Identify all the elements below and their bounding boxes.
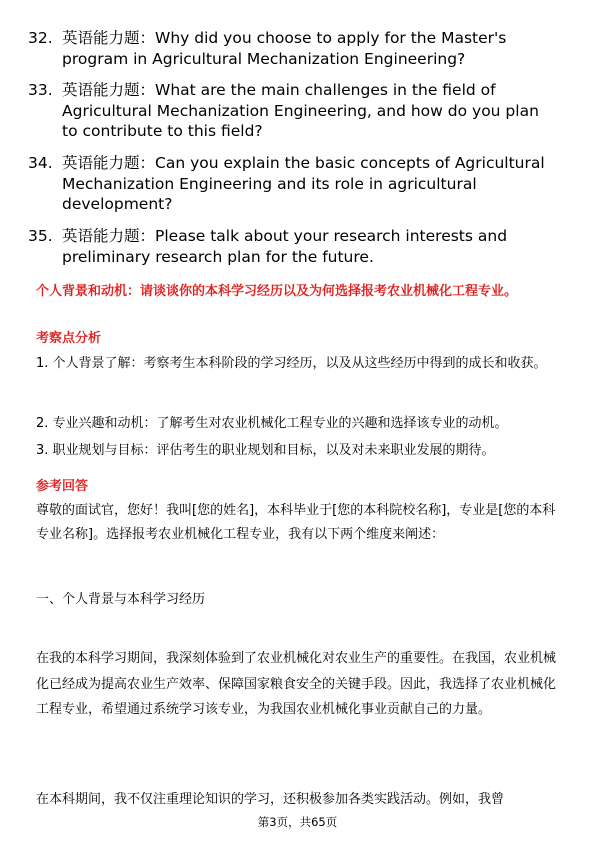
topic-heading: 个人背景和动机：请谈谈你的本科学习经历以及为何选择报考农业机械化工程专业。 xyxy=(36,284,518,299)
question-text: 英语能力题：What are the main challenges in the field of Agricultural Mechanization Engineering, and how do you plan to contribute to this field? xyxy=(62,81,539,140)
question-number: 35. xyxy=(28,227,53,245)
paragraph-two: 在本科期间，我不仅注重理论知识的学习，还积极参加各类实践活动。例如，我曾 xyxy=(36,792,505,807)
question-text: 英语能力题：Please talk about your research interests and preliminary research plan for the future. xyxy=(62,227,508,266)
question-number: 34. xyxy=(28,154,53,172)
question-35 xyxy=(28,226,558,267)
question-text: 英语能力题：Why did you choose to apply for the Master's program in Agricultural Mechanization Engineering? xyxy=(62,29,507,68)
analysis-title: 考察点分析 xyxy=(36,331,102,346)
question-number: 33. xyxy=(28,81,53,99)
question-34 xyxy=(28,153,558,215)
section-one-heading: 一、个人背景与本科学习经历 xyxy=(36,592,206,607)
question-32 xyxy=(28,28,558,69)
page-footer: 第3页，共65页 xyxy=(257,815,338,829)
analysis-item: 2. 专业兴趣和动机：了解考生对农业机械化工程专业的兴趣和选择该专业的动机。 xyxy=(36,416,508,431)
analysis-item: 3. 职业规划与目标：评估考生的职业规划和目标，以及对未来职业发展的期待。 xyxy=(36,443,495,458)
paragraph-one: 在我的本科学习期间，我深刻体验到了农业机械化对农业生产的重要性。在我国，农业机械化已经成为提高农业生产效率、保障国家粮食安全的关键手段。因此，我选择了农业机械化工程专业，希望通过系统学习该专业，为我国农业机械化事业贡献自己的力量。 xyxy=(36,651,557,717)
answer-intro: 尊敬的面试官，您好！我叫[您的姓名]，本科毕业于[您的本科院校名称]，专业是[您的本科专业名称]。选择报考农业机械化工程专业，我有以下两个维度来阐述： xyxy=(36,503,556,542)
analysis-item: 1. 个人背景了解：考察考生本科阶段的学习经历，以及从这些经历中得到的成长和收获。 xyxy=(36,356,547,371)
question-number: 32. xyxy=(28,29,53,47)
question-33 xyxy=(28,80,558,142)
answer-title: 参考回答 xyxy=(36,479,89,494)
question-text: 英语能力题：Can you explain the basic concepts of Agricultural Mechanization Engineering and its role in agricultural development? xyxy=(62,154,545,213)
